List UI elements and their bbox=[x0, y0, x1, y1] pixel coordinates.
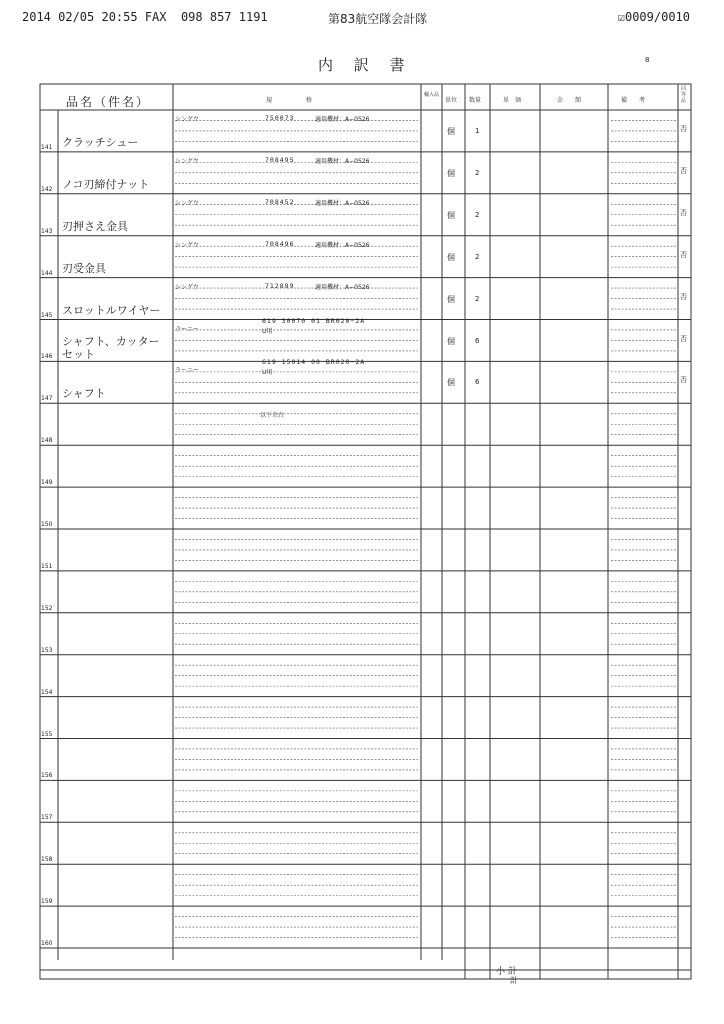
spec-detail: U用 bbox=[262, 327, 273, 335]
spec-vendor: シングウ bbox=[175, 157, 199, 165]
qty-value: 2 bbox=[475, 210, 480, 219]
fax-header-center: 第83航空隊会計隊 bbox=[328, 12, 428, 26]
row-number: 151 bbox=[41, 562, 53, 570]
spec-detail: 適用機材：A−0526 bbox=[315, 241, 370, 249]
row-number: 156 bbox=[41, 772, 53, 780]
col-header-remarks: 備 考 bbox=[621, 97, 646, 104]
fax-header-left: 2014 02/05 20:55 FAX 098 857 1191 bbox=[22, 10, 268, 24]
row-number: 150 bbox=[41, 521, 53, 528]
unit-value: 個 bbox=[447, 294, 455, 304]
row-number: 157 bbox=[41, 814, 53, 822]
row-number: 154 bbox=[41, 688, 53, 696]
row-number: 146 bbox=[41, 353, 53, 361]
row-number: 159 bbox=[41, 898, 53, 906]
total-label: 計 bbox=[510, 976, 518, 985]
spec-part-code: 619 15014 00 BR020−2A bbox=[262, 358, 366, 367]
fax-header-right: ☑0009/0010 bbox=[617, 10, 690, 24]
same-item-value: 否 bbox=[680, 334, 687, 343]
spec-vendor: シングウ bbox=[175, 199, 199, 207]
col-header-unit: 単位 bbox=[445, 97, 458, 104]
spec-detail: U用 bbox=[262, 369, 273, 377]
qty-value: 1 bbox=[475, 127, 480, 135]
qty-value: 2 bbox=[475, 294, 480, 303]
same-item-value: 否 bbox=[680, 208, 687, 217]
row-number: 160 bbox=[41, 940, 53, 947]
row-number: 142 bbox=[41, 185, 53, 193]
spec-detail: 適用機材：A−0526 bbox=[315, 199, 370, 207]
row-number: 158 bbox=[41, 856, 53, 864]
col-header-spec: 規 格 bbox=[266, 97, 315, 104]
same-item-value: 否 bbox=[680, 125, 687, 133]
item-name: スロットルワイヤー bbox=[62, 303, 161, 317]
item-name: シャフト、カッター bbox=[62, 335, 160, 349]
spec-vendor: シングウ bbox=[175, 116, 199, 123]
spec-part-code: 712899 bbox=[265, 281, 295, 290]
spec-part-code: 708496 bbox=[265, 239, 295, 248]
qty-value: 2 bbox=[475, 252, 480, 261]
qty-value: 2 bbox=[475, 168, 480, 177]
subtotal-label: 小 計 bbox=[496, 967, 517, 977]
qty-value: 6 bbox=[475, 336, 480, 345]
spec-vendor: ラーニー bbox=[175, 367, 200, 375]
same-item-value: 否 bbox=[680, 292, 687, 301]
item-name: シャフト bbox=[62, 387, 106, 401]
unit-value: 個 bbox=[447, 378, 455, 388]
col-header-name: 品名（件名） bbox=[66, 95, 151, 109]
page-mark: 8 bbox=[645, 56, 650, 64]
col-header-unit-price: 単 価 bbox=[503, 97, 522, 104]
col-header-amount: 金 額 bbox=[557, 97, 582, 104]
spec-part-code: 750073 bbox=[265, 114, 295, 122]
unit-value: 個 bbox=[447, 252, 455, 262]
unit-value: 個 bbox=[447, 336, 455, 346]
same-item-value: 否 bbox=[680, 166, 687, 175]
row-number: 143 bbox=[41, 227, 53, 235]
row-number: 144 bbox=[41, 269, 53, 277]
row-number: 148 bbox=[41, 437, 53, 445]
spec-detail: 適用機材：A−0526 bbox=[315, 116, 370, 123]
spec-detail: 適用機材：A−0526 bbox=[315, 157, 370, 165]
qty-value: 6 bbox=[475, 378, 480, 387]
row-number: 147 bbox=[41, 395, 53, 403]
spec-detail: 適用機材：A−0526 bbox=[315, 283, 370, 291]
spec-part-code: 708452 bbox=[265, 197, 295, 206]
unit-value: 個 bbox=[447, 168, 455, 178]
row-number: 153 bbox=[41, 646, 53, 654]
row-number: 155 bbox=[41, 730, 53, 738]
item-name: 刃受金具 bbox=[62, 261, 106, 275]
item-name: 刃押さえ金具 bbox=[62, 219, 128, 233]
col-header-same-item: 同等品 bbox=[681, 86, 687, 104]
same-item-value: 否 bbox=[680, 250, 687, 259]
document-title: 内 訳 書 bbox=[318, 56, 413, 74]
item-name: ノコ刃締付ナット bbox=[62, 177, 150, 191]
item-name: クラッチシュー bbox=[62, 135, 139, 149]
spec-part-code: 619 30070 01 BR020−2A bbox=[262, 316, 366, 325]
same-item-value: 否 bbox=[680, 376, 687, 385]
unit-value: 個 bbox=[447, 210, 455, 220]
spec-vendor: シングウ bbox=[175, 283, 199, 291]
col-header-qty: 数量 bbox=[469, 97, 482, 104]
col-header-import: 輸入品 bbox=[424, 92, 440, 98]
spec-vendor: ラーニー bbox=[175, 325, 200, 333]
unit-value: 個 bbox=[447, 127, 455, 136]
spec-vendor: シングウ bbox=[175, 241, 199, 249]
row-number: 141 bbox=[41, 143, 53, 151]
end-note: 以下余白 bbox=[260, 412, 285, 419]
item-name: セット bbox=[62, 348, 95, 362]
row-number: 149 bbox=[41, 479, 53, 487]
row-number: 145 bbox=[41, 311, 53, 319]
spec-part-code: 708495 bbox=[265, 155, 295, 164]
row-number: 152 bbox=[41, 604, 53, 612]
